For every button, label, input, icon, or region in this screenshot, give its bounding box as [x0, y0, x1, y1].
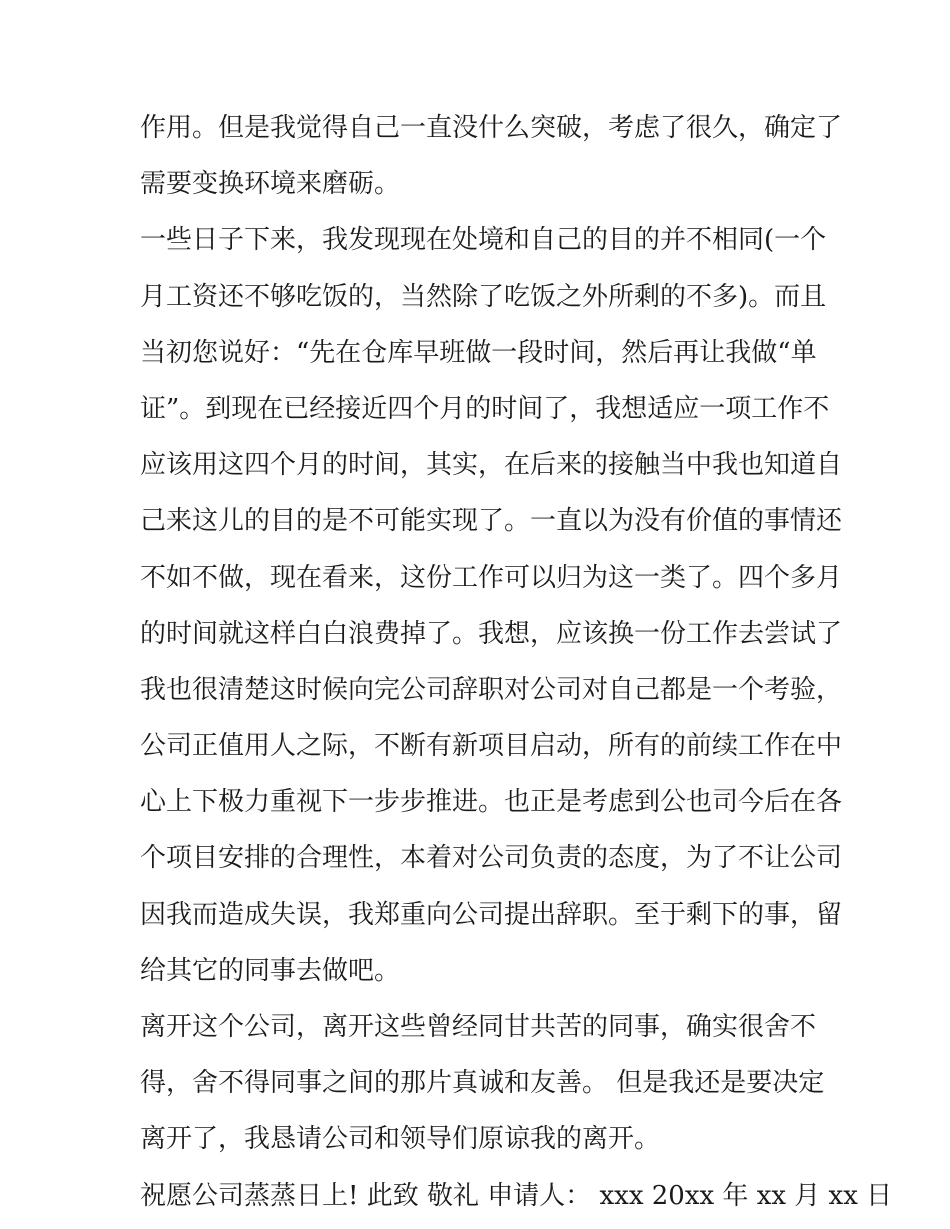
text-line: 己来这儿的目的是不可能实现了。一直以为没有价值的事情还 — [140, 506, 843, 537]
text-line: 应该用这四个月的时间，其实，在后来的接触当中我也知道自 — [140, 450, 843, 481]
text-line: 作用。但是我觉得自己一直没什么突破，考虑了很久，确定了 — [140, 113, 843, 143]
text-line: 离开这个公司，离开这些曾经同甘共苦的同事，确实很舍不 — [140, 1012, 817, 1042]
text-line: 一些日子下来，我发现现在处境和自己的目的并不相同(一个 — [140, 225, 827, 256]
text-line: 给其它的同事去做吧。 — [140, 955, 401, 986]
text-line: 的时间就这样白白浪费掉了。我想，应该换一份工作去尝试了 — [140, 618, 843, 649]
text-line: 不如不做，现在看来，这份工作可以归为这一类了。四个多月 — [140, 562, 843, 593]
text-line: 离开了，我恳请公司和领导们原谅我的离开。 — [140, 1124, 661, 1155]
text-line: 需要变换环境来磨砺。 — [140, 169, 401, 200]
text-line: 得，舍不得同事之间的那片真诚和友善。 但是我还是要决定 — [140, 1068, 825, 1099]
document-body — [140, 100, 893, 1224]
text-line: 证”。到现在已经接近四个月的时间了，我想适应一项工作不 — [140, 393, 830, 424]
text-line: 心上下极力重视下一步步推进。也正是考虑到公也司今后在各 — [140, 787, 843, 818]
text-line: 公司正值用人之际，不断有新项目启动，所有的前续工作在中 — [140, 731, 843, 762]
text-line: 我也很清楚这时候向完公司辞职对公司对自己都是一个考验， — [140, 674, 843, 705]
text-line: 因我而造成失误，我郑重向公司提出辞职。至于剩下的事，留 — [140, 899, 843, 930]
text-line: 个项目安排的合理性，本着对公司负责的态度，为了不让公司 — [140, 843, 843, 874]
signature-line: 祝愿公司蒸蒸日上! 此致 敬礼 申请人： xxx 20xx 年 xx 月 xx 日 — [140, 1180, 893, 1211]
text-line: 月工资还不够吃饭的，当然除了吃饭之外所剩的不多)。而且 — [140, 281, 827, 312]
text-line: 当初您说好：“先在仓库早班做一段时间，然后再让我做“单 — [140, 337, 817, 368]
